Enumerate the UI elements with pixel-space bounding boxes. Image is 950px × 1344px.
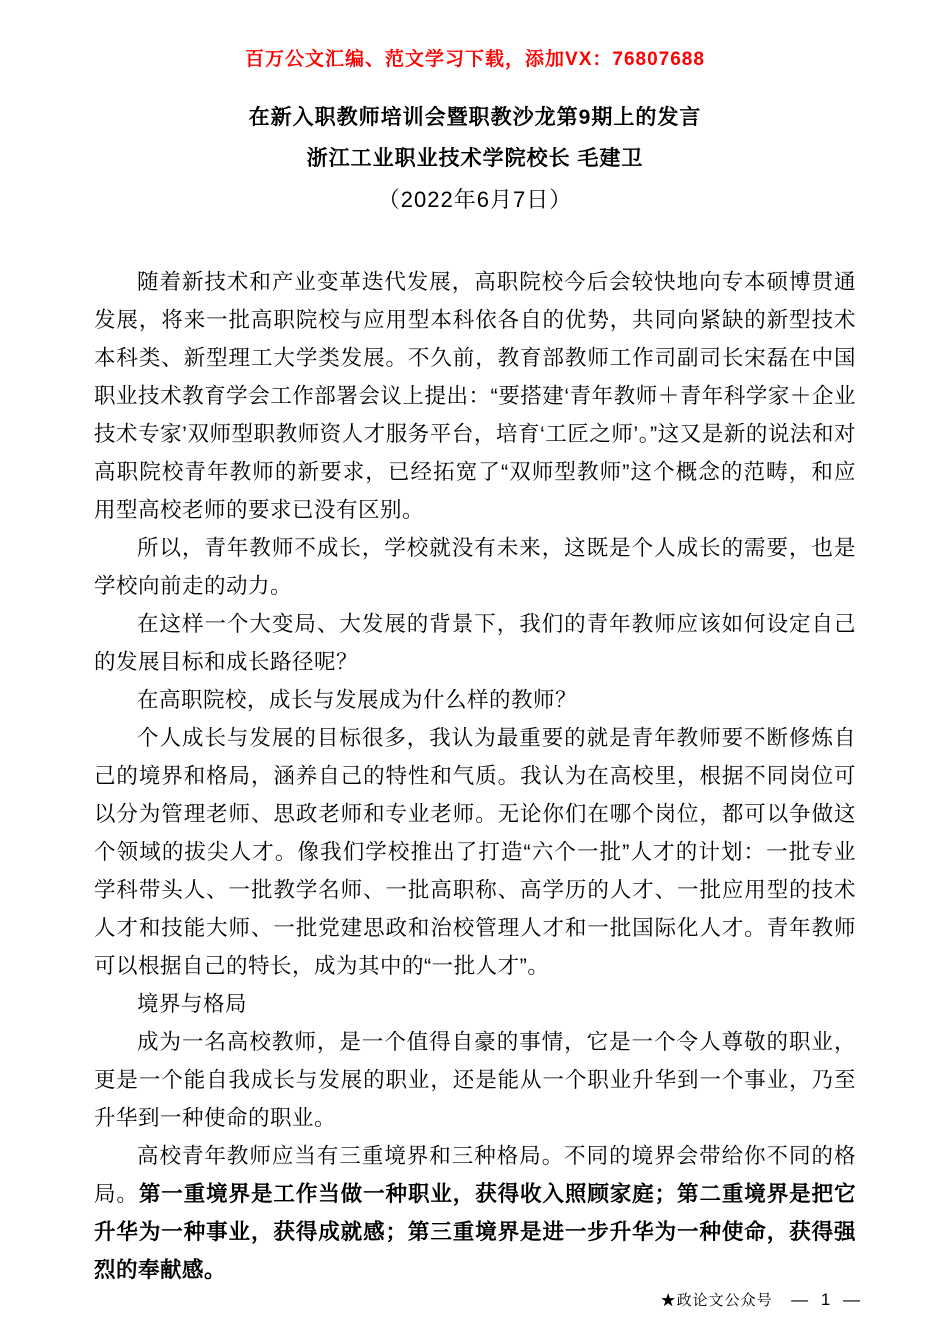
footer-account-name: ★政论文公众号: [660, 1292, 773, 1309]
document-body: [94, 263, 856, 1289]
paragraph-2: 所以，青年教师不成长，学校就没有未来，这既是个人成长的需要，也是学校向前走的动力。: [94, 536, 856, 598]
paragraph-4: 在高职院校，成长与发展成为什么样的教师？: [137, 688, 578, 712]
paragraph-7-normal-text: 高校青年教师应当有三重境界和三种格局。不同的境界会带给你不同的格局。: [94, 1144, 856, 1206]
document-title: 在新入职教师培训会暨职教沙龙第9期上的发言: [248, 106, 702, 129]
page-footer: [661, 1289, 864, 1310]
paragraph-3: 在这样一个大变局、大发展的背景下，我们的青年教师应该如何设定自己的发展目标和成长路径呢？: [94, 612, 856, 674]
paragraph-6: 成为一名高校教师，是一个值得自豪的事情，它是一个令人尊敬的职业，更是一个能自我成长与发展的职业，还是能从一个职业升华到一个事业，乃至升华到一种使命的职业。: [94, 1030, 856, 1130]
title-block: [94, 97, 856, 221]
header-ad-text: 百万公文汇编、范文学习下载，添加VX：76807688: [245, 49, 705, 70]
paragraph-7-bold-text: 第一重境界是工作当做一种职业，获得收入照顾家庭；第二重境界是把它升华为一种事业，获得成就感；第三重境界是进一步升华为一种使命，获得强烈的奉献感。: [94, 1182, 856, 1282]
document-date: （2022年6月7日）: [377, 187, 573, 212]
paragraph-1: 随着新技术和产业变革迭代发展，高职院校今后会较快地向专本硕博贯通发展，将来一批高职院校与应用型本科依各自的优势，共同向紧缺的新型技术本科类、新型理工大学类发展。不久前，教育部教师工作司副司长宋磊在中国职业技术教育学会工作部署会议上提出：“要搭建‘青年教师＋青年科学家＋企业技术专家’双师型职教师资人才服务平台，培育‘工匠之师’。”这又是新的说法和对高职院校青年教师的新要求，已经拓宽了“双师型教师”这个概念的范畴，和应用型高校老师的要求已没有区别。: [94, 270, 856, 522]
document-author: 浙江工业职业技术学院校长 毛建卫: [306, 147, 644, 170]
section-heading: 境界与格局: [137, 992, 248, 1016]
footer-page-number: — 1 —: [791, 1290, 864, 1309]
paragraph-7: [94, 1137, 856, 1289]
paragraph-5: 个人成长与发展的目标很多，我认为最重要的就是青年教师要不断修炼自己的境界和格局，涵养自己的特性和气质。我认为在高校里，根据不同岗位可以分为管理老师、思政老师和专业老师。无论你们在哪个岗位，都可以争做这个领域的拔尖人才。像我们学校推出了打造“六个一批”人才的计划：一批专业学科带头人、一批教学名师、一批高职称、高学历的人才、一批应用型的技术人才和技能大师、一批党建思政和治校管理人才和一批国际化人才。青年教师可以根据自己的特长，成为其中的“一批人才”。: [94, 726, 856, 978]
